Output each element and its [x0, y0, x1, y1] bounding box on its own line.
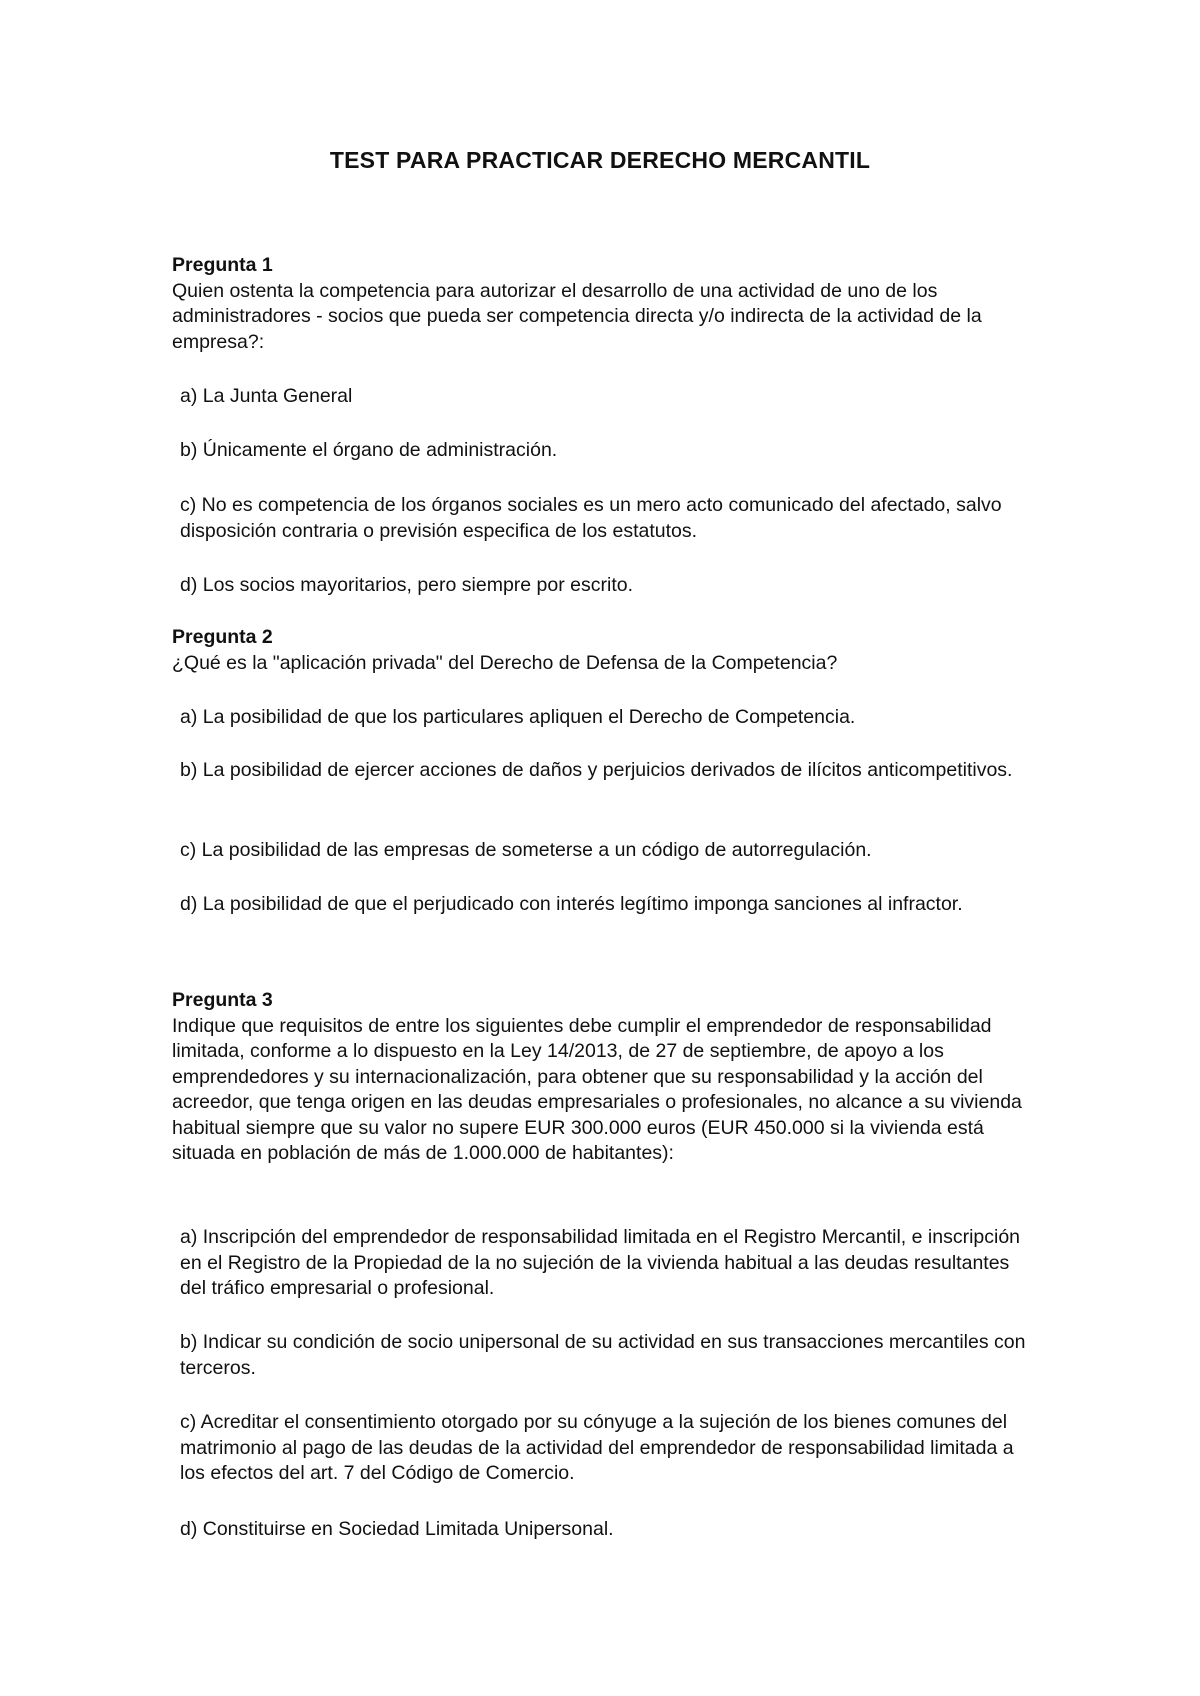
- question-2-option-a: a) La posibilidad de que los particulares apliquen el Derecho de Competencia.: [180, 706, 856, 728]
- question-3-option-c: c) Acreditar el consentimiento otorgado por su cónyuge a la sujeción de los bienes comunes del matrimonio al pago de las deudas de la actividad del emprendedor de responsabilidad limitada a los efectos del art. 7 del Código de Comercio.: [180, 1411, 1014, 1484]
- question-1: [172, 253, 1052, 355]
- question-3-text: Indique que requisitos de entre los siguientes debe cumplir el emprendedor de responsabilidad limitada, conforme a lo dispuesto en la Ley 14/2013, de 27 de septiembre, de apoyo a los emprendedores y su internacionalización, para obtener que su responsabilidad y la acción del acreedor, que tenga origen en las deudas empresariales o profesionales, no alcance a su vivienda habitual siempre que su valor no supere EUR 300.000 euros (EUR 450.000 si la vivienda está situada en población de más de 1.000.000 de habitantes):: [172, 1014, 1022, 1164]
- document-title: TEST PARA PRACTICAR DERECHO MERCANTIL: [329, 147, 871, 173]
- question-2: [172, 625, 1052, 676]
- question-3: [172, 988, 1052, 1167]
- question-2-option-c: c) La posibilidad de las empresas de someterse a un código de autorregulación.: [180, 839, 872, 861]
- question-1-option-b: b) Únicamente el órgano de administración.: [180, 439, 558, 461]
- question-2-heading: Pregunta 2: [172, 626, 273, 648]
- question-1-heading: Pregunta 1: [172, 254, 273, 276]
- question-3-option-a: a) Inscripción del emprendedor de responsabilidad limitada en el Registro Mercantil, e inscripción en el Registro de la Propiedad de la no sujeción de la vivienda habitual a las deudas resultantes del tráfico empresarial o profesional.: [180, 1226, 1021, 1299]
- question-3-option-b: b) Indicar su condición de socio unipersonal de su actividad en sus transacciones mercantiles con terceros.: [180, 1331, 1026, 1379]
- question-3-heading: Pregunta 3: [172, 989, 273, 1011]
- question-2-option-d: d) La posibilidad de que el perjudicado con interés legítimo imponga sanciones al infractor.: [180, 893, 963, 915]
- question-1-text: Quien ostenta la competencia para autorizar el desarrollo de una actividad de uno de los administradores - socios que pueda ser competencia directa y/o indirecta de la actividad de la empresa?:: [172, 279, 982, 353]
- question-2-option-b: b) La posibilidad de ejercer acciones de daños y perjuicios derivados de ilícitos anticompetitivos.: [180, 759, 1013, 781]
- question-1-option-d: d) Los socios mayoritarios, pero siempre por escrito.: [180, 574, 634, 596]
- question-3-option-d: d) Constituirse en Sociedad Limitada Unipersonal.: [180, 1518, 614, 1540]
- question-1-option-a: a) La Junta General: [180, 385, 353, 407]
- question-2-text: ¿Qué es la "aplicación privada" del Derecho de Defensa de la Competencia?: [172, 651, 838, 674]
- question-1-option-c: c) No es competencia de los órganos sociales es un mero acto comunicado del afectado, salvo disposición contraria o previsión especifica de los estatutos.: [180, 494, 1002, 542]
